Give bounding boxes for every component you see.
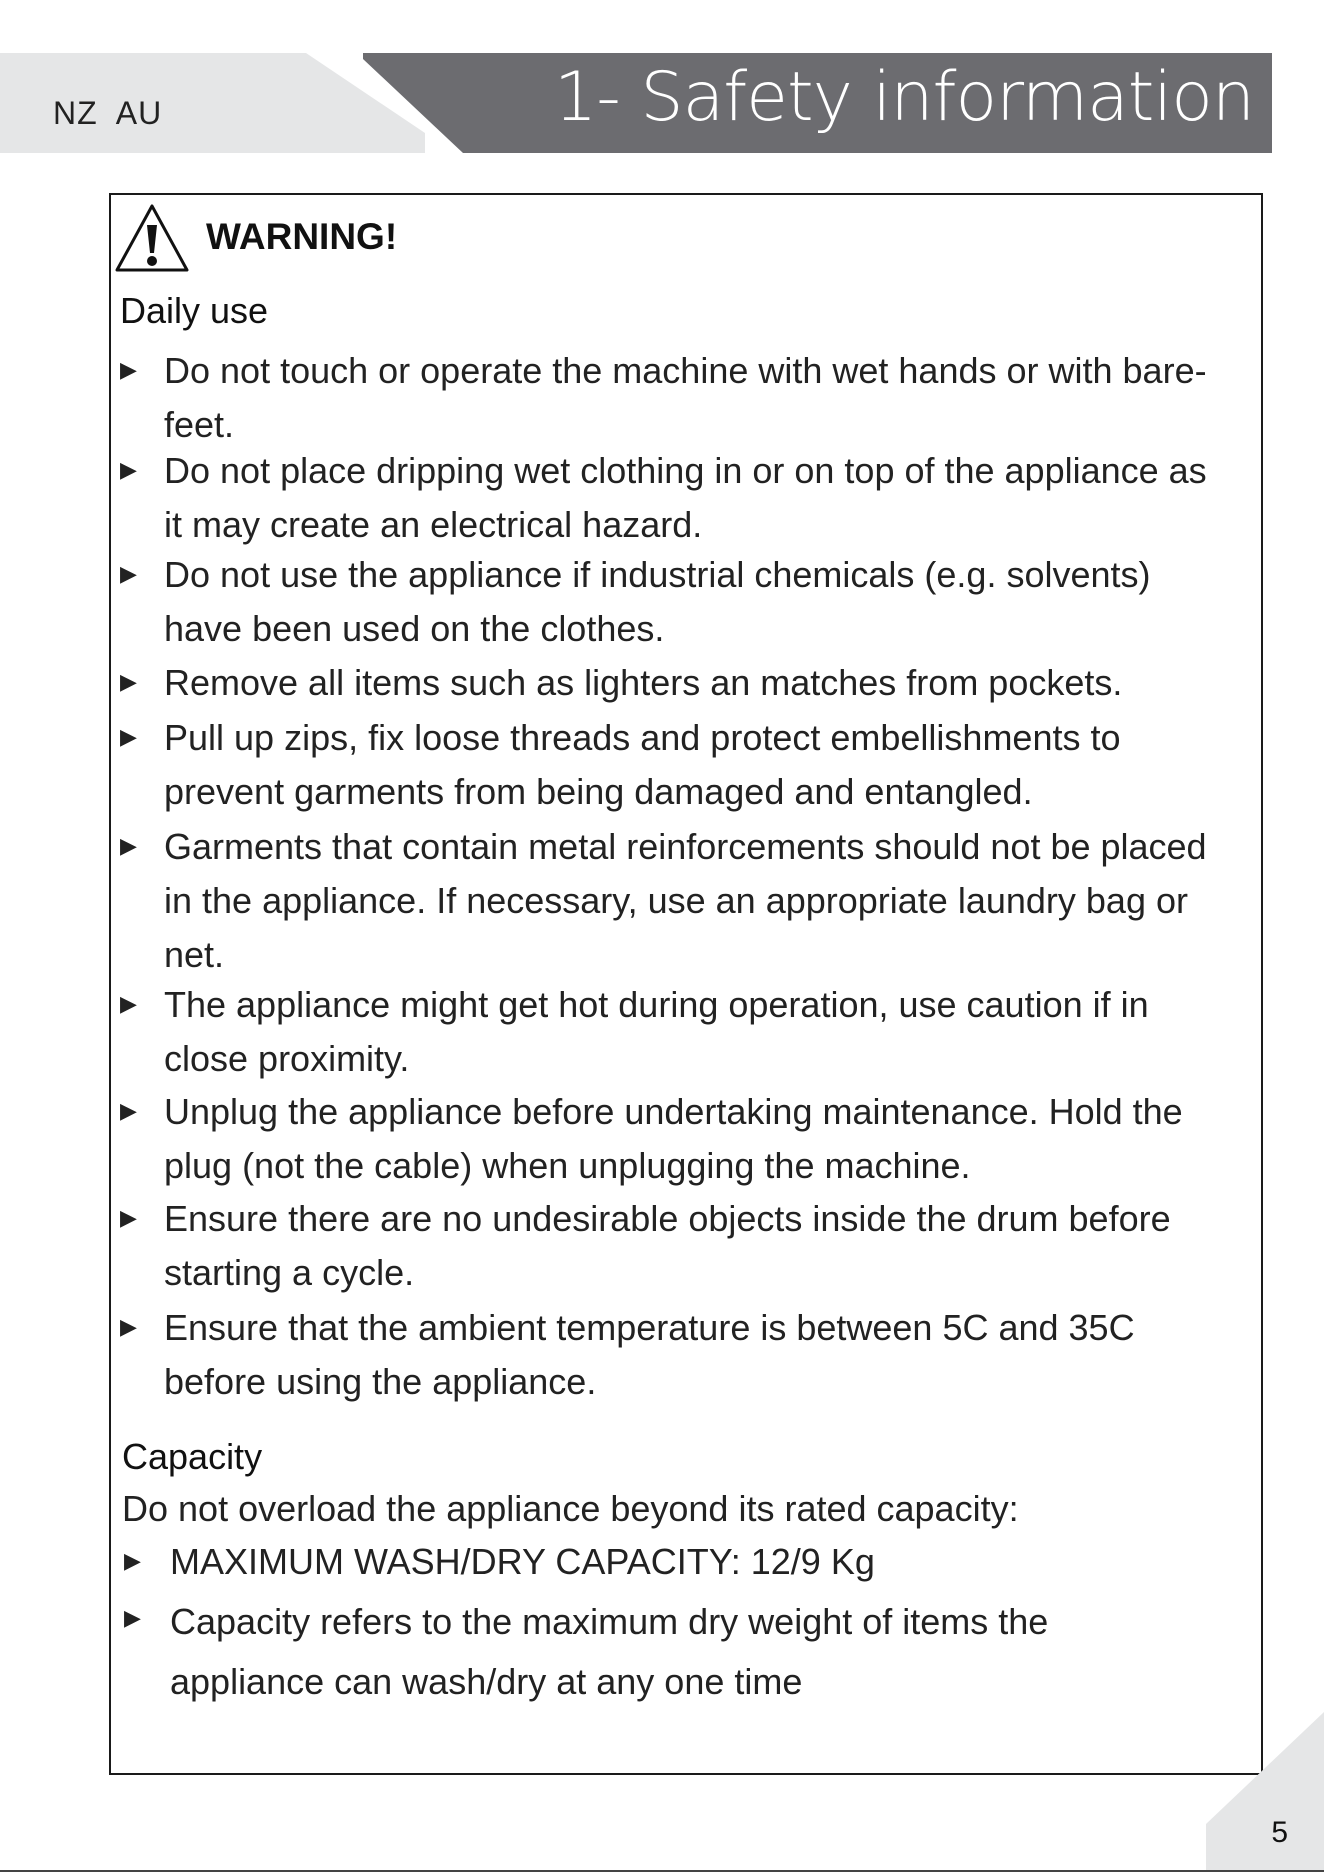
list-item: ▶ Ensure there are no undesirable objects inside the drum before starting a cycle. <box>120 1198 1171 1293</box>
section-title: 1- Safety information <box>553 58 1254 137</box>
list-item: ▶ The appliance might get hot during operation, use caution if in close proximity. <box>120 984 1149 1079</box>
list-item: ▶ Pull up zips, fix loose threads and protect embellishments to prevent garments from being damaged and entangled. <box>120 717 1121 812</box>
bullet-arrow-icon: ▶ <box>120 833 137 858</box>
page-number: 5 <box>1271 1816 1288 1849</box>
list-item: ▶ Unplug the appliance before undertaking maintenance. Hold the plug (not the cable) when unplugging the machine. <box>120 1091 1183 1186</box>
bullet-arrow-icon: ▶ <box>120 357 137 382</box>
bullet-arrow-icon: ▶ <box>120 1205 137 1230</box>
warning-label: WARNING! <box>206 216 398 257</box>
list-item: ▶ Ensure that the ambient temperature is between 5C and 35C before using the appliance. <box>120 1307 1135 1402</box>
list-item: ▶ Remove all items such as lighters an matches from pockets. <box>120 662 1123 703</box>
region-label: NZ AU <box>53 95 163 131</box>
warning-triangle-icon <box>114 203 190 273</box>
bullet-arrow-icon: ▶ <box>120 1098 137 1123</box>
capacity-intro: Do not overload the appliance beyond its rated capacity: <box>122 1488 1019 1529</box>
list-item: ▶ Do not use the appliance if industrial chemicals (e.g. solvents) have been used on the clothes. <box>120 554 1151 649</box>
capacity-heading: Capacity <box>122 1436 263 1477</box>
bullet-arrow-icon: ▶ <box>120 1314 137 1339</box>
list-item: ▶ MAXIMUM WASH/DRY CAPACITY: 12/9 Kg <box>124 1541 875 1582</box>
bullet-arrow-icon: ▶ <box>120 669 137 694</box>
bullet-arrow-icon: ▶ <box>120 724 137 749</box>
list-item: ▶ Do not place dripping wet clothing in or on top of the appliance as it may create an electrical hazard. <box>120 450 1207 545</box>
daily-use-heading: Daily use <box>120 290 269 331</box>
list-item: ▶ Do not touch or operate the machine with wet hands or with bare-feet. <box>120 350 1207 445</box>
bullet-arrow-icon: ▶ <box>120 991 137 1016</box>
bullet-arrow-icon: ▶ <box>120 457 137 482</box>
bullet-arrow-icon: ▶ <box>124 1605 141 1630</box>
list-item: ▶ Garments that contain metal reinforcements should not be placed in the appliance. If necessary, use an appropriate laundry bag or net. <box>120 826 1207 975</box>
bullet-arrow-icon: ▶ <box>120 561 137 586</box>
list-item: ▶ Capacity refers to the maximum dry weight of items the appliance can wash/dry at any one time <box>124 1601 1049 1702</box>
bullet-arrow-icon: ▶ <box>124 1548 141 1573</box>
